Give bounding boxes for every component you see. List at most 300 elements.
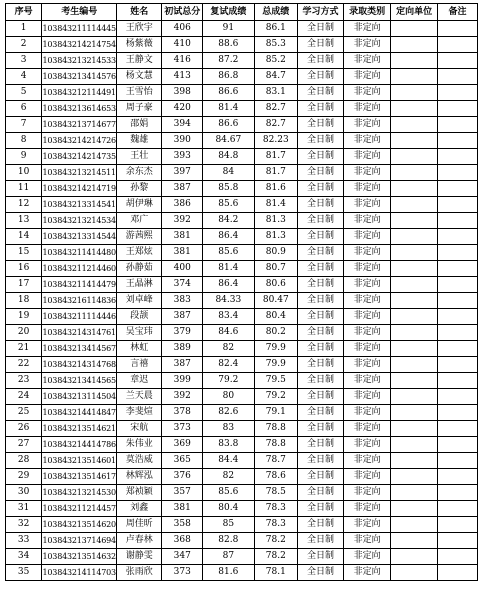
cell-study-mode: 全日制 bbox=[298, 565, 344, 581]
cell-initial-score: 368 bbox=[162, 533, 203, 549]
cell-candidate-id: 103843211414480 bbox=[42, 245, 117, 261]
cell-total-score: 81.3 bbox=[254, 213, 297, 229]
cell-admission-type: 非定向 bbox=[344, 101, 391, 117]
cell-index: 22 bbox=[6, 357, 42, 373]
cell-sponsor-unit bbox=[391, 85, 438, 101]
cell-remarks bbox=[438, 389, 478, 405]
cell-name: 章迟 bbox=[117, 373, 162, 389]
cell-retest-score: 83 bbox=[203, 421, 255, 437]
cell-retest-score: 87 bbox=[203, 549, 255, 565]
cell-sponsor-unit bbox=[391, 565, 438, 581]
cell-retest-score: 86.8 bbox=[203, 69, 255, 85]
cell-retest-score: 85 bbox=[203, 517, 255, 533]
cell-sponsor-unit bbox=[391, 165, 438, 181]
cell-name: 林辉泓 bbox=[117, 469, 162, 485]
cell-study-mode: 全日制 bbox=[298, 309, 344, 325]
cell-admission-type: 非定向 bbox=[344, 229, 391, 245]
cell-initial-score: 397 bbox=[162, 165, 203, 181]
table-row bbox=[6, 421, 478, 437]
table-row bbox=[6, 437, 478, 453]
cell-retest-score: 87.2 bbox=[203, 53, 255, 69]
cell-study-mode: 全日制 bbox=[298, 389, 344, 405]
cell-total-score: 81.7 bbox=[254, 165, 297, 181]
cell-retest-score: 85.6 bbox=[203, 485, 255, 501]
cell-admission-type: 非定向 bbox=[344, 325, 391, 341]
cell-admission-type: 非定向 bbox=[344, 293, 391, 309]
cell-name: 周子豪 bbox=[117, 101, 162, 117]
cell-total-score: 82.23 bbox=[254, 133, 297, 149]
cell-remarks bbox=[438, 133, 478, 149]
cell-total-score: 80.9 bbox=[254, 245, 297, 261]
cell-remarks bbox=[438, 357, 478, 373]
cell-total-score: 80.2 bbox=[254, 325, 297, 341]
cell-remarks bbox=[438, 501, 478, 517]
cell-candidate-id: 103843213214533 bbox=[42, 53, 117, 69]
cell-admission-type: 非定向 bbox=[344, 69, 391, 85]
cell-index: 34 bbox=[6, 549, 42, 565]
cell-remarks bbox=[438, 197, 478, 213]
cell-total-score: 78.5 bbox=[254, 485, 297, 501]
cell-total-score: 79.9 bbox=[254, 357, 297, 373]
cell-admission-type: 非定向 bbox=[344, 389, 391, 405]
cell-name: 邵娟 bbox=[117, 117, 162, 133]
cell-study-mode: 全日制 bbox=[298, 533, 344, 549]
cell-total-score: 81.4 bbox=[254, 197, 297, 213]
cell-name: 邓广 bbox=[117, 213, 162, 229]
cell-study-mode: 全日制 bbox=[298, 37, 344, 53]
cell-study-mode: 全日制 bbox=[298, 485, 344, 501]
cell-initial-score: 386 bbox=[162, 197, 203, 213]
cell-name: 张雨欣 bbox=[117, 565, 162, 581]
cell-retest-score: 84.8 bbox=[203, 149, 255, 165]
cell-retest-score: 84.6 bbox=[203, 325, 255, 341]
col-header-total-score: 总成绩 bbox=[254, 4, 297, 21]
cell-study-mode: 全日制 bbox=[298, 85, 344, 101]
cell-sponsor-unit bbox=[391, 389, 438, 405]
cell-total-score: 86.1 bbox=[254, 21, 297, 37]
cell-sponsor-unit bbox=[391, 421, 438, 437]
cell-total-score: 78.3 bbox=[254, 517, 297, 533]
cell-sponsor-unit bbox=[391, 133, 438, 149]
cell-index: 29 bbox=[6, 469, 42, 485]
cell-admission-type: 非定向 bbox=[344, 517, 391, 533]
table-row bbox=[6, 517, 478, 533]
cell-name: 孙黎 bbox=[117, 181, 162, 197]
cell-initial-score: 381 bbox=[162, 229, 203, 245]
cell-candidate-id: 103843214314768 bbox=[42, 357, 117, 373]
cell-total-score: 79.9 bbox=[254, 341, 297, 357]
cell-candidate-id: 103843214314761 bbox=[42, 325, 117, 341]
cell-admission-type: 非定向 bbox=[344, 549, 391, 565]
cell-sponsor-unit bbox=[391, 261, 438, 277]
cell-total-score: 81.3 bbox=[254, 229, 297, 245]
cell-remarks bbox=[438, 101, 478, 117]
cell-remarks bbox=[438, 37, 478, 53]
cell-index: 23 bbox=[6, 373, 42, 389]
cell-total-score: 80.6 bbox=[254, 277, 297, 293]
cell-total-score: 78.3 bbox=[254, 501, 297, 517]
cell-name: 段颉 bbox=[117, 309, 162, 325]
cell-retest-score: 82.6 bbox=[203, 405, 255, 421]
cell-study-mode: 全日制 bbox=[298, 277, 344, 293]
col-header-candidate-id: 考生编号 bbox=[42, 4, 117, 21]
col-header-remarks: 备注 bbox=[438, 4, 478, 21]
cell-admission-type: 非定向 bbox=[344, 437, 391, 453]
cell-remarks bbox=[438, 69, 478, 85]
table-row bbox=[6, 485, 478, 501]
table-row bbox=[6, 565, 478, 581]
cell-remarks bbox=[438, 341, 478, 357]
col-header-index: 序号 bbox=[6, 4, 42, 21]
cell-total-score: 80.47 bbox=[254, 293, 297, 309]
cell-name: 林虹 bbox=[117, 341, 162, 357]
cell-name: 郑祯颖 bbox=[117, 485, 162, 501]
cell-index: 28 bbox=[6, 453, 42, 469]
cell-retest-score: 86.6 bbox=[203, 85, 255, 101]
cell-remarks bbox=[438, 373, 478, 389]
cell-initial-score: 398 bbox=[162, 85, 203, 101]
cell-initial-score: 374 bbox=[162, 277, 203, 293]
cell-remarks bbox=[438, 21, 478, 37]
cell-retest-score: 82.4 bbox=[203, 357, 255, 373]
cell-sponsor-unit bbox=[391, 293, 438, 309]
cell-study-mode: 全日制 bbox=[298, 261, 344, 277]
cell-retest-score: 82 bbox=[203, 469, 255, 485]
table-row bbox=[6, 357, 478, 373]
cell-candidate-id: 103843213514620 bbox=[42, 517, 117, 533]
table-row bbox=[6, 117, 478, 133]
cell-initial-score: 373 bbox=[162, 421, 203, 437]
table-row bbox=[6, 389, 478, 405]
cell-index: 9 bbox=[6, 149, 42, 165]
cell-initial-score: 410 bbox=[162, 37, 203, 53]
cell-initial-score: 347 bbox=[162, 549, 203, 565]
cell-candidate-id: 103843214214719 bbox=[42, 181, 117, 197]
cell-index: 3 bbox=[6, 53, 42, 69]
cell-admission-type: 非定向 bbox=[344, 21, 391, 37]
cell-sponsor-unit bbox=[391, 213, 438, 229]
cell-sponsor-unit bbox=[391, 21, 438, 37]
cell-admission-type: 非定向 bbox=[344, 197, 391, 213]
cell-candidate-id: 103843213514617 bbox=[42, 469, 117, 485]
cell-sponsor-unit bbox=[391, 485, 438, 501]
cell-total-score: 81.6 bbox=[254, 181, 297, 197]
cell-study-mode: 全日制 bbox=[298, 357, 344, 373]
cell-study-mode: 全日制 bbox=[298, 245, 344, 261]
cell-initial-score: 390 bbox=[162, 133, 203, 149]
col-header-name: 姓名 bbox=[117, 4, 162, 21]
cell-retest-score: 82 bbox=[203, 341, 255, 357]
cell-remarks bbox=[438, 53, 478, 69]
cell-candidate-id: 103843213414565 bbox=[42, 373, 117, 389]
cell-initial-score: 392 bbox=[162, 213, 203, 229]
table-row bbox=[6, 133, 478, 149]
table-row bbox=[6, 229, 478, 245]
cell-candidate-id: 103843213614653 bbox=[42, 101, 117, 117]
table-row bbox=[6, 213, 478, 229]
cell-total-score: 78.8 bbox=[254, 421, 297, 437]
cell-initial-score: 387 bbox=[162, 181, 203, 197]
table-row bbox=[6, 21, 478, 37]
cell-admission-type: 非定向 bbox=[344, 373, 391, 389]
table-row bbox=[6, 197, 478, 213]
cell-admission-type: 非定向 bbox=[344, 53, 391, 69]
cell-remarks bbox=[438, 293, 478, 309]
cell-total-score: 78.7 bbox=[254, 453, 297, 469]
cell-name: 谢静雯 bbox=[117, 549, 162, 565]
cell-admission-type: 非定向 bbox=[344, 261, 391, 277]
cell-name: 宋航 bbox=[117, 421, 162, 437]
cell-index: 7 bbox=[6, 117, 42, 133]
cell-sponsor-unit bbox=[391, 437, 438, 453]
cell-candidate-id: 103843216114836 bbox=[42, 293, 117, 309]
cell-study-mode: 全日制 bbox=[298, 437, 344, 453]
cell-name: 孙静茹 bbox=[117, 261, 162, 277]
cell-remarks bbox=[438, 565, 478, 581]
cell-candidate-id: 103843214214726 bbox=[42, 133, 117, 149]
cell-sponsor-unit bbox=[391, 117, 438, 133]
cell-initial-score: 413 bbox=[162, 69, 203, 85]
cell-remarks bbox=[438, 261, 478, 277]
cell-remarks bbox=[438, 181, 478, 197]
cell-sponsor-unit bbox=[391, 325, 438, 341]
cell-name: 王郑炫 bbox=[117, 245, 162, 261]
cell-sponsor-unit bbox=[391, 37, 438, 53]
cell-retest-score: 82.8 bbox=[203, 533, 255, 549]
cell-name: 魏雄 bbox=[117, 133, 162, 149]
table-row bbox=[6, 453, 478, 469]
cell-sponsor-unit bbox=[391, 357, 438, 373]
cell-total-score: 79.1 bbox=[254, 405, 297, 421]
cell-candidate-id: 103843211214457 bbox=[42, 501, 117, 517]
cell-initial-score: 381 bbox=[162, 245, 203, 261]
cell-index: 4 bbox=[6, 69, 42, 85]
cell-study-mode: 全日制 bbox=[298, 197, 344, 213]
cell-remarks bbox=[438, 485, 478, 501]
cell-sponsor-unit bbox=[391, 517, 438, 533]
cell-study-mode: 全日制 bbox=[298, 373, 344, 389]
table-row bbox=[6, 85, 478, 101]
cell-candidate-id: 103843213314544 bbox=[42, 229, 117, 245]
cell-name: 余东杰 bbox=[117, 165, 162, 181]
cell-name: 吴宝玮 bbox=[117, 325, 162, 341]
cell-candidate-id: 103843213214511 bbox=[42, 165, 117, 181]
table-row bbox=[6, 277, 478, 293]
cell-admission-type: 非定向 bbox=[344, 133, 391, 149]
cell-retest-score: 84.67 bbox=[203, 133, 255, 149]
cell-name: 李斐煊 bbox=[117, 405, 162, 421]
cell-study-mode: 全日制 bbox=[298, 453, 344, 469]
cell-total-score: 80.7 bbox=[254, 261, 297, 277]
cell-index: 15 bbox=[6, 245, 42, 261]
cell-candidate-id: 103843214214735 bbox=[42, 149, 117, 165]
cell-sponsor-unit bbox=[391, 229, 438, 245]
cell-admission-type: 非定向 bbox=[344, 181, 391, 197]
cell-candidate-id: 103843213214530 bbox=[42, 485, 117, 501]
cell-sponsor-unit bbox=[391, 453, 438, 469]
admission-list-table bbox=[5, 3, 478, 581]
cell-initial-score: 373 bbox=[162, 565, 203, 581]
cell-sponsor-unit bbox=[391, 405, 438, 421]
cell-candidate-id: 103843214414847 bbox=[42, 405, 117, 421]
cell-study-mode: 全日制 bbox=[298, 21, 344, 37]
cell-study-mode: 全日制 bbox=[298, 229, 344, 245]
cell-sponsor-unit bbox=[391, 197, 438, 213]
cell-candidate-id: 103843211114445 bbox=[42, 21, 117, 37]
cell-initial-score: 376 bbox=[162, 469, 203, 485]
cell-name: 周佳昕 bbox=[117, 517, 162, 533]
table-row bbox=[6, 165, 478, 181]
cell-candidate-id: 103843213514621 bbox=[42, 421, 117, 437]
cell-admission-type: 非定向 bbox=[344, 501, 391, 517]
cell-sponsor-unit bbox=[391, 245, 438, 261]
cell-admission-type: 非定向 bbox=[344, 277, 391, 293]
table-row bbox=[6, 101, 478, 117]
cell-retest-score: 86.6 bbox=[203, 117, 255, 133]
cell-candidate-id: 103843211114446 bbox=[42, 309, 117, 325]
cell-name: 刘鑫 bbox=[117, 501, 162, 517]
cell-admission-type: 非定向 bbox=[344, 149, 391, 165]
cell-index: 10 bbox=[6, 165, 42, 181]
cell-name: 朱伟业 bbox=[117, 437, 162, 453]
cell-total-score: 79.5 bbox=[254, 373, 297, 389]
cell-candidate-id: 103843212114491 bbox=[42, 85, 117, 101]
cell-sponsor-unit bbox=[391, 277, 438, 293]
cell-sponsor-unit bbox=[391, 501, 438, 517]
cell-remarks bbox=[438, 229, 478, 245]
table-row bbox=[6, 37, 478, 53]
cell-total-score: 78.2 bbox=[254, 533, 297, 549]
cell-remarks bbox=[438, 325, 478, 341]
cell-admission-type: 非定向 bbox=[344, 309, 391, 325]
cell-study-mode: 全日制 bbox=[298, 53, 344, 69]
cell-index: 16 bbox=[6, 261, 42, 277]
cell-candidate-id: 103843213514601 bbox=[42, 453, 117, 469]
cell-name: 刘卓峰 bbox=[117, 293, 162, 309]
col-header-admission-type: 录取类别 bbox=[344, 4, 391, 21]
cell-initial-score: 393 bbox=[162, 149, 203, 165]
cell-remarks bbox=[438, 277, 478, 293]
cell-name: 莫浩威 bbox=[117, 453, 162, 469]
cell-initial-score: 392 bbox=[162, 389, 203, 405]
cell-initial-score: 357 bbox=[162, 485, 203, 501]
cell-index: 21 bbox=[6, 341, 42, 357]
cell-index: 26 bbox=[6, 421, 42, 437]
table-row bbox=[6, 293, 478, 309]
cell-remarks bbox=[438, 453, 478, 469]
col-header-sponsor-unit: 定向单位 bbox=[391, 4, 438, 21]
cell-sponsor-unit bbox=[391, 101, 438, 117]
cell-total-score: 85.3 bbox=[254, 37, 297, 53]
cell-remarks bbox=[438, 405, 478, 421]
table-row bbox=[6, 341, 478, 357]
cell-initial-score: 400 bbox=[162, 261, 203, 277]
cell-candidate-id: 103843214414786 bbox=[42, 437, 117, 453]
cell-remarks bbox=[438, 309, 478, 325]
cell-admission-type: 非定向 bbox=[344, 405, 391, 421]
cell-index: 2 bbox=[6, 37, 42, 53]
cell-total-score: 78.8 bbox=[254, 437, 297, 453]
cell-index: 32 bbox=[6, 517, 42, 533]
cell-remarks bbox=[438, 245, 478, 261]
cell-index: 19 bbox=[6, 309, 42, 325]
cell-index: 31 bbox=[6, 501, 42, 517]
cell-total-score: 82.7 bbox=[254, 117, 297, 133]
cell-retest-score: 80 bbox=[203, 389, 255, 405]
cell-retest-score: 85.6 bbox=[203, 245, 255, 261]
cell-index: 30 bbox=[6, 485, 42, 501]
cell-candidate-id: 103843211214460 bbox=[42, 261, 117, 277]
cell-admission-type: 非定向 bbox=[344, 485, 391, 501]
cell-study-mode: 全日制 bbox=[298, 165, 344, 181]
cell-admission-type: 非定向 bbox=[344, 85, 391, 101]
table-row bbox=[6, 549, 478, 565]
cell-name: 王晶淋 bbox=[117, 277, 162, 293]
cell-study-mode: 全日制 bbox=[298, 117, 344, 133]
cell-index: 25 bbox=[6, 405, 42, 421]
cell-retest-score: 86.4 bbox=[203, 229, 255, 245]
cell-name: 游茜熙 bbox=[117, 229, 162, 245]
cell-candidate-id: 103843213414567 bbox=[42, 341, 117, 357]
cell-remarks bbox=[438, 85, 478, 101]
cell-initial-score: 389 bbox=[162, 341, 203, 357]
cell-name: 王壮 bbox=[117, 149, 162, 165]
cell-total-score: 84.7 bbox=[254, 69, 297, 85]
cell-sponsor-unit bbox=[391, 53, 438, 69]
cell-study-mode: 全日制 bbox=[298, 133, 344, 149]
table-row bbox=[6, 245, 478, 261]
cell-index: 17 bbox=[6, 277, 42, 293]
cell-admission-type: 非定向 bbox=[344, 565, 391, 581]
cell-candidate-id: 103843213714694 bbox=[42, 533, 117, 549]
cell-retest-score: 83.4 bbox=[203, 309, 255, 325]
table-row bbox=[6, 69, 478, 85]
cell-name: 王静文 bbox=[117, 53, 162, 69]
cell-total-score: 79.2 bbox=[254, 389, 297, 405]
cell-study-mode: 全日制 bbox=[298, 421, 344, 437]
col-header-study-mode: 学习方式 bbox=[298, 4, 344, 21]
cell-remarks bbox=[438, 517, 478, 533]
cell-candidate-id: 103843211414479 bbox=[42, 277, 117, 293]
cell-remarks bbox=[438, 421, 478, 437]
cell-admission-type: 非定向 bbox=[344, 421, 391, 437]
cell-candidate-id: 103843213514632 bbox=[42, 549, 117, 565]
cell-retest-score: 84 bbox=[203, 165, 255, 181]
cell-candidate-id: 103843214214754 bbox=[42, 37, 117, 53]
cell-admission-type: 非定向 bbox=[344, 213, 391, 229]
cell-total-score: 85.2 bbox=[254, 53, 297, 69]
cell-name: 王雪怡 bbox=[117, 85, 162, 101]
cell-total-score: 78.6 bbox=[254, 469, 297, 485]
cell-index: 20 bbox=[6, 325, 42, 341]
cell-retest-score: 81.6 bbox=[203, 565, 255, 581]
cell-total-score: 82.7 bbox=[254, 101, 297, 117]
cell-sponsor-unit bbox=[391, 181, 438, 197]
cell-admission-type: 非定向 bbox=[344, 341, 391, 357]
cell-sponsor-unit bbox=[391, 309, 438, 325]
table-row bbox=[6, 53, 478, 69]
cell-remarks bbox=[438, 549, 478, 565]
cell-study-mode: 全日制 bbox=[298, 517, 344, 533]
cell-retest-score: 86.4 bbox=[203, 277, 255, 293]
cell-study-mode: 全日制 bbox=[298, 149, 344, 165]
table-row bbox=[6, 149, 478, 165]
cell-total-score: 78.2 bbox=[254, 549, 297, 565]
cell-index: 14 bbox=[6, 229, 42, 245]
cell-admission-type: 非定向 bbox=[344, 245, 391, 261]
cell-index: 33 bbox=[6, 533, 42, 549]
cell-remarks bbox=[438, 149, 478, 165]
